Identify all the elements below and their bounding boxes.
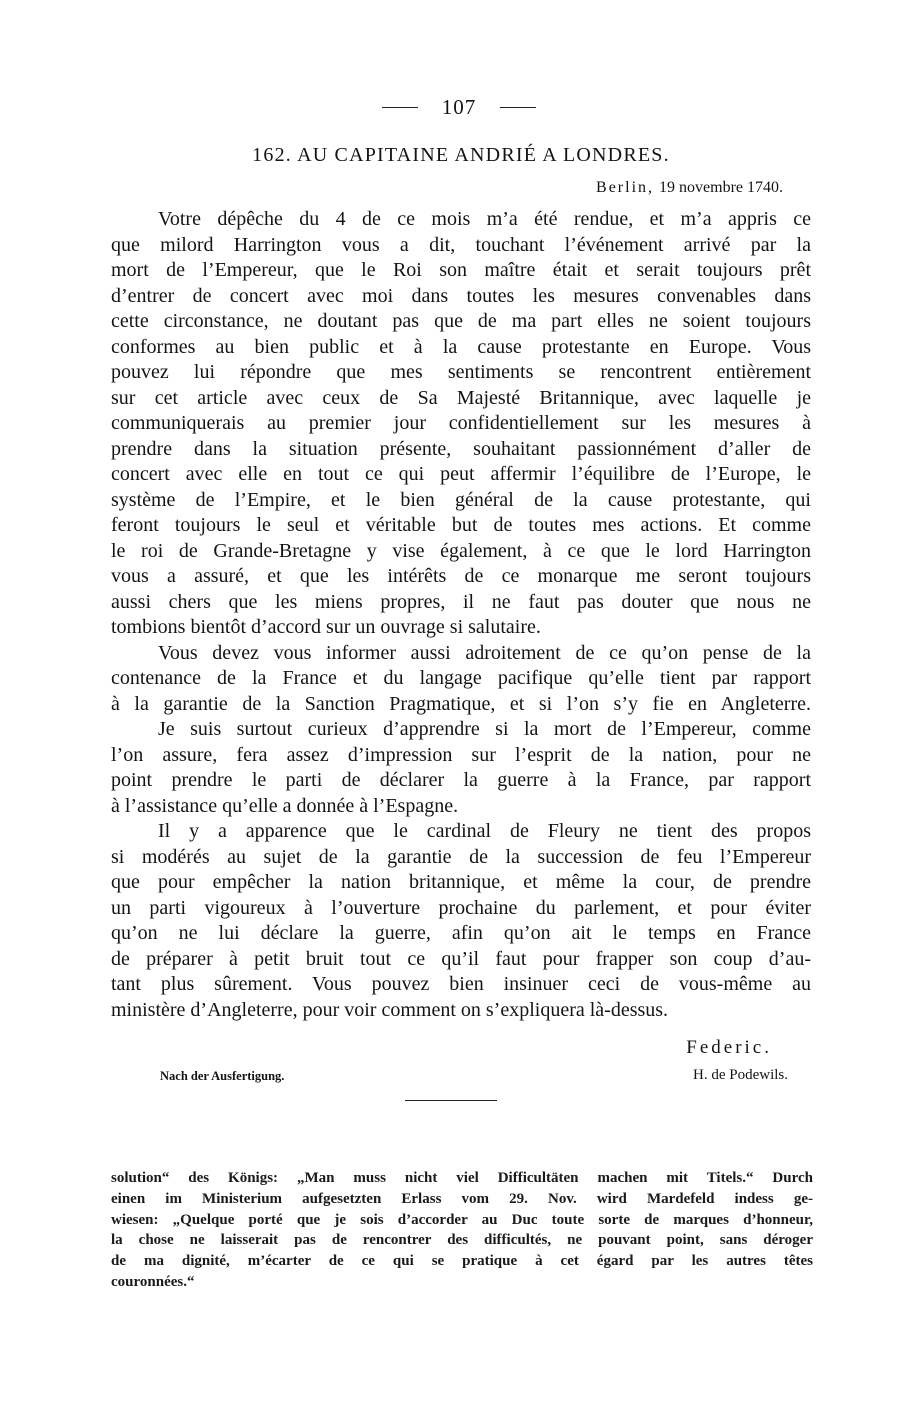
footnote-separator (405, 1100, 497, 1101)
body-line: d’entrer de concert avec moi dans toutes les mesures convenables dans (111, 284, 811, 307)
letter-body (111, 207, 811, 1023)
paragraph (111, 641, 811, 718)
body-line: aussi chers que les miens propres, il ne faut pas douter que nous ne (111, 590, 811, 613)
footnote (111, 1168, 813, 1293)
page-header (382, 95, 536, 119)
body-line: tombions bientôt d’accord sur un ouvrage si salutaire. (111, 616, 541, 638)
paragraph (111, 819, 811, 1023)
countersignature: H. de Podewils. (693, 1067, 788, 1083)
body-line: concert avec elle en tout ce qui peut affermir l’équilibre de l’Europe, le (111, 463, 811, 485)
body-line: feront toujours le seul et véritable but de toutes mes actions. Et comme (111, 514, 811, 536)
footnote-line: solution“ des Königs: „Man muss nicht viel Difficultäten machen mit Titels.“ Durch (111, 1170, 813, 1186)
body-line: mort de l’Empereur, que le Roi son maître était et serait toujours prêt (111, 259, 811, 281)
source-note: Nach der Ausfertigung. (160, 1069, 285, 1083)
body-line: un parti vigoureux à l’ouverture prochaine du parlement, et pour éviter (111, 896, 811, 919)
body-line: communiquerais au premier jour confidentiellement sur les mesures à (111, 412, 811, 434)
dateline (596, 178, 783, 198)
body-line: Votre dépêche du 4 de ce mois m’a été rendue, et m’a appris ce (158, 208, 811, 230)
body-line: point prendre le parti de déclarer la guerre à la France, par rapport (111, 769, 811, 791)
body-line: à l’assistance qu’elle a donnée à l’Espagne. (111, 794, 459, 817)
body-line: système de l’Empire, et le bien général de la cause protestante, qui (111, 488, 811, 511)
footnote-line: einen im Ministerium aufgesetzten Erlass vom 29. Nov. wird Mardefeld indess ge- (111, 1190, 813, 1207)
body-line: sur cet article avec ceux de Sa Majesté Britannique, avec laquelle je (111, 386, 811, 409)
body-line: à la garantie de la Sanction Pragmatique, et si l’on s’y fie en Angleterre. (111, 692, 811, 715)
body-line: que pour empêcher la nation britannique, et même la cour, de prendre (111, 871, 811, 893)
body-line: ministère d’Angleterre, pour voir comment on s’expliquera là-dessus. (111, 998, 669, 1021)
body-line: de préparer à petit bruit tout ce qu’il faut pour frapper son coup d’au- (111, 947, 811, 970)
body-line: pouvez lui répondre que mes sentiments se rencontrent entièrement (111, 361, 811, 383)
header-rule-left (382, 107, 418, 108)
body-line: si modérés au sujet de la garantie de la succession de feu l’Empereur (111, 845, 811, 868)
paragraph (111, 207, 811, 641)
body-line: qu’on ne lui déclare la guerre, afin qu’on ait le temps en France (111, 922, 811, 944)
footnote-line: wiesen: „Quelque porté que je sois d’accorder au Duc toute sorte de marques d’honneur, (111, 1211, 813, 1228)
body-line: le roi de Grande-Bretagne y vise également, à ce que le lord Harrington (111, 539, 811, 562)
signature: Federic. (686, 1037, 772, 1058)
body-line: conformes au bien public et à la cause protestante en Europe. Vous (111, 335, 811, 358)
footnote-line: la chose ne laisserait pas de rencontrer des difficultés, ne pouvant point, sans déroger (111, 1232, 813, 1249)
body-line: cette circonstance, ne doutant pas que de ma part elles ne soient toujours (111, 310, 811, 332)
dateline-place: Berlin, (596, 179, 655, 196)
letter-heading: 162. AU CAPITAINE ANDRIÉ A LONDRES. (252, 144, 670, 166)
paragraph (111, 717, 811, 819)
body-line: l’on assure, fera assez d’impression sur l’esprit de la nation, pour ne (111, 743, 811, 766)
body-line: vous a assuré, et que les intérêts de ce monarque me seront toujours (111, 565, 811, 587)
footnote-line: couronnées.“ (111, 1273, 195, 1290)
body-line: contenance de la France et du langage pacifique qu’elle tient par rapport (111, 667, 811, 689)
body-line: Il y a apparence que le cardinal de Fleury ne tient des propos (158, 820, 811, 842)
header-rule-right (500, 107, 536, 108)
footnote-line: de ma dignité, m’écarter de ce qui se pratique à cet égard par les autres têtes (111, 1253, 813, 1270)
body-line: que milord Harrington vous a dit, touchant l’événement arrivé par la (111, 233, 811, 256)
body-line: prendre dans la situation présente, souhaitant passionnément d’aller de (111, 437, 811, 460)
dateline-date: 19 novembre 1740. (659, 179, 783, 196)
body-line: tant plus sûrement. Vous pouvez bien insinuer ceci de vous-même au (111, 973, 811, 995)
body-line: Vous devez vous informer aussi adroitement de ce qu’on pense de la (158, 641, 811, 664)
page-number: 107 (441, 95, 477, 119)
body-line: Je suis surtout curieux d’apprendre si la mort de l’Empereur, comme (158, 718, 811, 740)
